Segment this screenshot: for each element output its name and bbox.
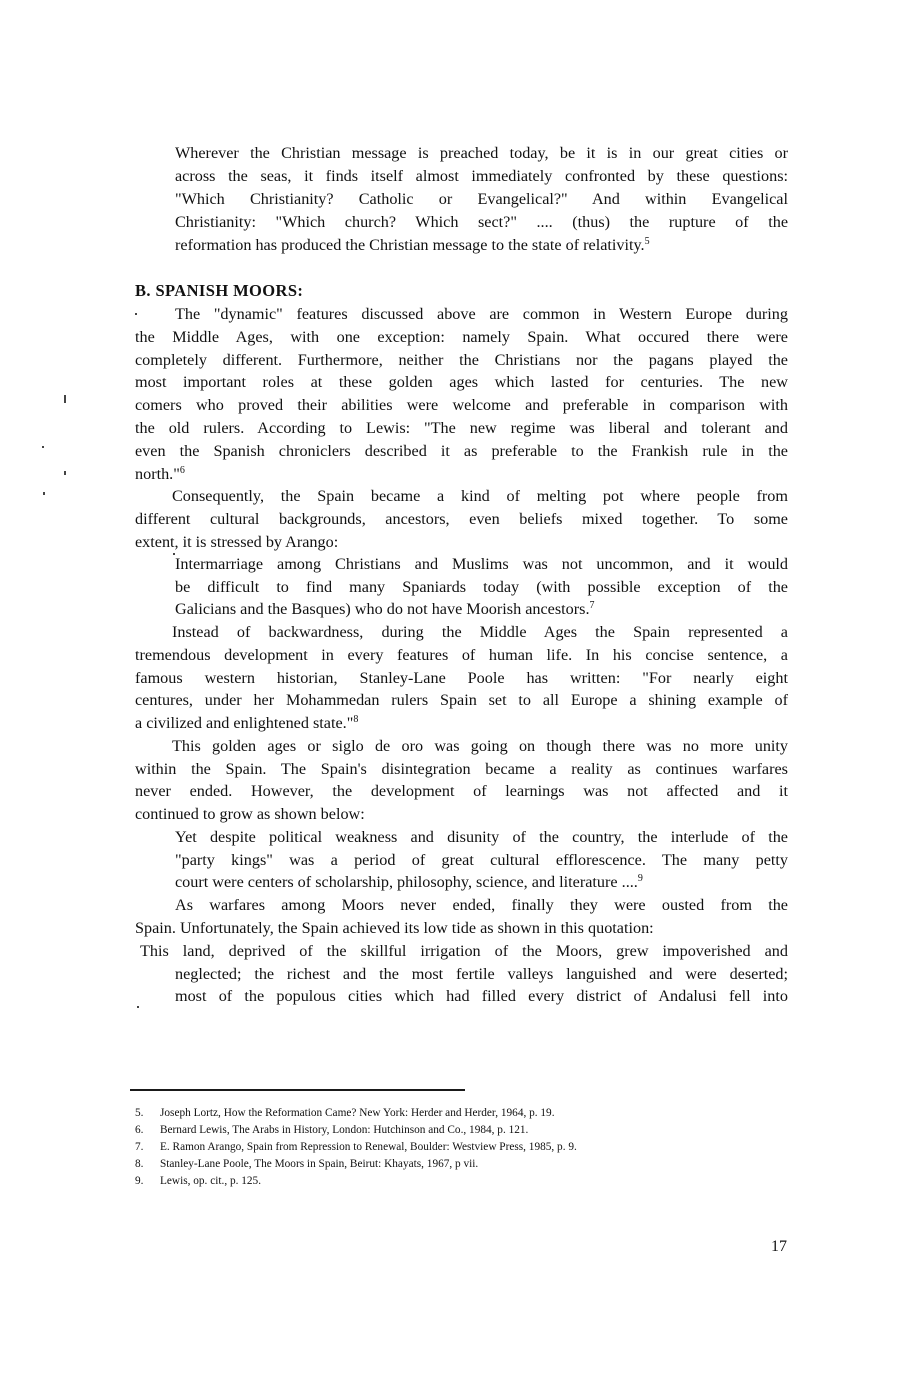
footnote-ref-6: 6 [179,465,185,476]
text-line: within the Spain. The Spain's disintegration became a reality as continues warfares [135,760,788,778]
scan-speck [135,313,137,315]
text-line [135,463,185,486]
footnote-number: 9. [135,1175,144,1187]
text-line: never ended. However, the development of learnings was not affected and it [135,782,788,800]
footnote-ref-5: 5 [644,236,650,247]
footnote-ref-8: 8 [353,714,359,725]
footnote-text: Lewis, op. cit., p. 125. [160,1175,262,1187]
scan-speck [43,492,45,495]
text-line: centures, under her Mohammedan rulers Spain set to all Europe a shining example of [135,691,788,709]
text-line-content: a civilized and enlightened state." [135,714,354,732]
text-line-content: court were centers of scholarship, philosophy, science, and literature .... [175,873,638,891]
text-line [175,598,595,621]
footnote-ref-9: 9 [637,873,643,884]
text-line: the old rulers. According to Lewis: "The new regime was liberal and tolerant and [135,419,788,437]
text-line: comers who proved their abilities were welcome and preferable in comparison with [135,396,788,414]
text-line: Spain. Unfortunately, the Spain achieved its low tide as shown in this quotation: [135,919,654,937]
text-line [175,871,643,894]
text-line-content: Galicians and the Basques) who do not have Moorish ancestors. [175,600,590,618]
text-line: extent, it is stressed by Arango: [135,533,339,551]
scan-speck [64,471,66,475]
text-line: Instead of backwardness, during the Middle Ages the Spain represented a [172,623,788,641]
text-line: famous western historian, Stanley-Lane Poole has written: "For nearly eight [135,669,788,687]
text-line: Christianity: "Which church? Which sect?" .... (thus) the rupture of the [175,213,788,231]
section-heading: B. SPANISH MOORS: [135,281,304,300]
footnote-number: 5. [135,1107,144,1119]
text-line [135,712,358,735]
text-line: even the Spanish chroniclers described it as preferable to the Frankish rule in the [135,442,788,460]
text-line: the Middle Ages, with one exception: namely Spain. What occured there were [135,328,788,346]
text-line: Intermarriage among Christians and Muslims was not uncommon, and it would [175,555,788,573]
text-line: continued to grow as shown below: [135,805,365,823]
footnote-number: 7. [135,1141,144,1153]
footnote-number: 8. [135,1158,144,1170]
text-line: Consequently, the Spain became a kind of melting pot where people from [172,487,788,505]
text-line: Wherever the Christian message is preached today, be it is in our great cities or [175,144,788,162]
footnote-text: Bernard Lewis, The Arabs in History, London: Hutchinson and Co., 1984, p. 121. [160,1124,529,1136]
text-line-content: reformation has produced the Christian message to the state of relativity. [175,236,645,254]
text-line: "party kings" was a period of great cultural efflorescence. The many petty [175,851,788,869]
text-line [175,234,650,257]
text-line: Yet despite political weakness and disunity of the country, the interlude of the [175,828,788,846]
scan-speck [42,446,44,448]
scan-speck [173,553,175,555]
text-line: The "dynamic" features discussed above are common in Western Europe during [175,305,788,323]
scan-speck [64,395,66,403]
text-line: most of the populous cities which had filled every district of Andalusi fell into [175,987,788,1005]
text-line: different cultural backgrounds, ancestors, even beliefs mixed together. To some [135,510,788,528]
footnote-text: Stanley-Lane Poole, The Moors in Spain, Beirut: Khayats, 1967, p vii. [160,1158,479,1170]
text-line: tremendous development in every features of human life. In his concise sentence, a [135,646,788,664]
footnote-text: E. Ramon Arango, Spain from Repression to Renewal, Boulder: Westview Press, 1985, p. 9. [160,1141,577,1153]
page-number: 17 [771,1238,787,1255]
scan-speck [137,1006,139,1008]
text-line: This golden ages or siglo de oro was going on though there was no more unity [172,737,788,755]
text-line: be difficult to find many Spaniards today (with possible exception of the [175,578,788,596]
footnote-text: Joseph Lortz, How the Reformation Came? New York: Herder and Herder, 1964, p. 19. [160,1107,555,1119]
text-line: most important roles at these golden ages which lasted for centuries. The new [135,373,788,391]
text-line: As warfares among Moors never ended, finally they were ousted from the [175,896,788,914]
text-line: across the seas, it finds itself almost immediately confronted by these questions: [175,167,788,185]
text-line: completely different. Furthermore, neither the Christians nor the pagans played the [135,351,788,369]
footnote-divider [130,1089,465,1091]
text-line: "Which Christianity? Catholic or Evangelical?" And within Evangelical [175,190,788,208]
text-line-content: north." [135,465,180,483]
text-line: neglected; the richest and the most fertile valleys languished and were deserted; [175,965,788,983]
text-line: This land, deprived of the skillful irrigation of the Moors, grew impoverished and [140,942,788,960]
footnote-number: 6. [135,1124,144,1136]
footnote-ref-7: 7 [589,600,595,611]
